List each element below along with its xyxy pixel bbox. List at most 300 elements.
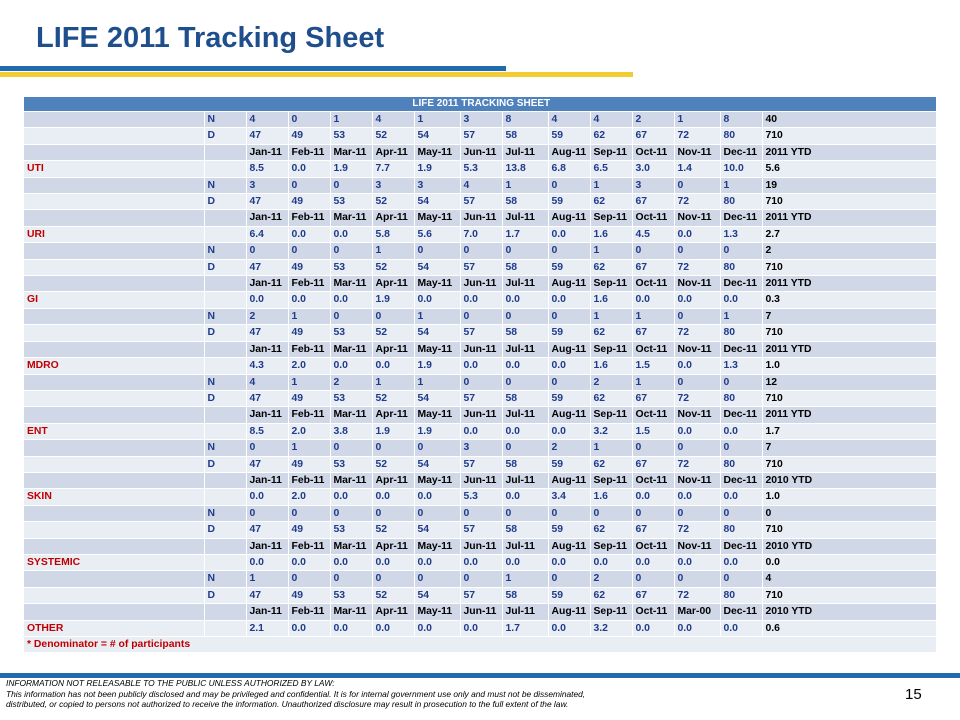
value-cell: 57 [460,325,502,341]
table-row [24,571,936,587]
value-cell: 1 [246,571,288,587]
value-cell: 2 [548,440,590,456]
row-label [24,538,204,554]
row-type [204,538,246,554]
total-cell: 710 [762,587,936,603]
row-label [24,128,204,144]
total-cell: 4 [762,571,936,587]
table-row [24,472,936,488]
value-cell: 52 [372,587,414,603]
value-cell: 0.0 [548,554,590,570]
value-cell: 3 [372,177,414,193]
month-cell: Feb-11 [288,144,330,160]
notice-line-2: This information has not been publicly disclosed and may be privileged and confidential. It is for internal government use only and must not be disseminated, [6,688,586,699]
value-cell: 52 [372,128,414,144]
row-label [24,587,204,603]
value-cell: 2.0 [288,423,330,439]
value-cell: 8 [502,112,548,128]
value-cell: 47 [246,522,288,538]
month-cell: Nov-11 [674,472,720,488]
value-cell: 0.0 [548,358,590,374]
value-cell: 0 [330,505,372,521]
value-cell: 0.0 [548,423,590,439]
row-label [24,308,204,324]
value-cell: 0.0 [372,620,414,636]
row-type [204,604,246,620]
value-cell: 62 [590,194,632,210]
month-cell: May-11 [414,341,460,357]
month-cell: Mar-11 [330,210,372,226]
value-cell: 0 [372,440,414,456]
confidentiality-notice [6,678,806,710]
month-cell: Mar-11 [330,276,372,292]
total-cell: 2011 YTD [762,341,936,357]
value-cell: 47 [246,390,288,406]
value-cell: 3 [460,112,502,128]
table-row [24,128,936,144]
value-cell: 52 [372,194,414,210]
row-type [204,423,246,439]
page-title: LIFE 2011 Tracking Sheet [36,22,385,54]
row-type [204,292,246,308]
value-cell: 0.0 [288,226,330,242]
row-type: D [204,325,246,341]
value-cell: 0 [414,505,460,521]
month-cell: Jun-11 [460,604,502,620]
value-cell: 1 [502,177,548,193]
value-cell: 0.0 [674,423,720,439]
value-cell: 0.0 [414,554,460,570]
month-cell: Jan-11 [246,341,288,357]
value-cell: 52 [372,456,414,472]
month-cell: Jan-11 [246,538,288,554]
value-cell: 58 [502,522,548,538]
row-label [24,177,204,193]
value-cell: 0 [288,177,330,193]
value-cell: 54 [414,325,460,341]
total-cell: 2010 YTD [762,538,936,554]
total-cell: 1.0 [762,358,936,374]
value-cell: 2 [246,308,288,324]
month-cell: May-11 [414,210,460,226]
month-cell: Aug-11 [548,538,590,554]
row-type [204,407,246,423]
value-cell: 0 [288,112,330,128]
value-cell: 1 [632,308,674,324]
month-cell: Jul-11 [502,210,548,226]
value-cell: 0.0 [502,554,548,570]
value-cell: 0.0 [288,620,330,636]
table-row [24,423,936,439]
value-cell: 0 [460,243,502,259]
value-cell: 49 [288,325,330,341]
total-cell: 19 [762,177,936,193]
value-cell: 6.5 [590,161,632,177]
value-cell: 47 [246,128,288,144]
value-cell: 0 [548,308,590,324]
value-cell: 47 [246,259,288,275]
value-cell: 67 [632,325,674,341]
total-cell: 2011 YTD [762,407,936,423]
value-cell: 0.0 [246,292,288,308]
value-cell: 62 [590,522,632,538]
value-cell: 62 [590,259,632,275]
value-cell: 1 [288,374,330,390]
month-cell: Apr-11 [372,210,414,226]
month-cell: Jul-11 [502,604,548,620]
table-row [24,210,936,226]
value-cell: 1.5 [632,423,674,439]
total-cell: 1.7 [762,423,936,439]
value-cell: 0.0 [330,620,372,636]
row-type [204,226,246,242]
month-cell: Sep-11 [590,604,632,620]
value-cell: 0.0 [414,489,460,505]
value-cell: 1.4 [674,161,720,177]
total-cell: 710 [762,390,936,406]
value-cell: 1 [590,243,632,259]
value-cell: 1.3 [720,226,762,242]
value-cell: 0.0 [502,292,548,308]
value-cell: 0.0 [288,161,330,177]
month-cell: Aug-11 [548,144,590,160]
total-cell: 710 [762,259,936,275]
value-cell: 1 [502,571,548,587]
value-cell: 0.0 [330,489,372,505]
value-cell: 59 [548,390,590,406]
row-label [24,243,204,259]
row-label [24,341,204,357]
value-cell: 0 [548,243,590,259]
value-cell: 2 [632,112,674,128]
row-type [204,554,246,570]
row-type: D [204,128,246,144]
value-cell: 0.0 [502,423,548,439]
value-cell: 52 [372,522,414,538]
row-type [204,210,246,226]
row-type [204,489,246,505]
month-cell: Aug-11 [548,276,590,292]
value-cell: 2.1 [246,620,288,636]
value-cell: 59 [548,259,590,275]
row-type [204,276,246,292]
table-row [24,522,936,538]
table-row [24,538,936,554]
value-cell: 80 [720,194,762,210]
value-cell: 2.0 [288,489,330,505]
table-row [24,505,936,521]
month-cell: Feb-11 [288,341,330,357]
month-cell: Dec-11 [720,210,762,226]
value-cell: 47 [246,194,288,210]
value-cell: 0 [372,505,414,521]
value-cell: 57 [460,194,502,210]
value-cell: 53 [330,390,372,406]
row-label [24,144,204,160]
value-cell: 59 [548,194,590,210]
value-cell: 0 [460,571,502,587]
value-cell: 0.0 [372,489,414,505]
month-cell: Oct-11 [632,144,674,160]
value-cell: 0.0 [590,554,632,570]
total-cell: 5.6 [762,161,936,177]
month-cell: Mar-11 [330,144,372,160]
month-cell: May-11 [414,407,460,423]
month-cell: Nov-11 [674,210,720,226]
value-cell: 54 [414,522,460,538]
row-type: N [204,374,246,390]
value-cell: 0 [460,374,502,390]
month-cell: Jul-11 [502,341,548,357]
row-type: D [204,456,246,472]
value-cell: 0 [460,308,502,324]
row-type: D [204,259,246,275]
value-cell: 6.4 [246,226,288,242]
value-cell: 0.0 [674,489,720,505]
row-label: ENT [24,423,204,439]
table-row [24,440,936,456]
value-cell: 0.0 [548,620,590,636]
row-label [24,472,204,488]
value-cell: 0 [330,571,372,587]
table-row [24,112,936,128]
value-cell: 2 [330,374,372,390]
value-cell: 62 [590,128,632,144]
value-cell: 0.0 [720,489,762,505]
value-cell: 57 [460,390,502,406]
row-type [204,472,246,488]
value-cell: 8.5 [246,161,288,177]
value-cell: 0.0 [502,489,548,505]
month-cell: Mar-11 [330,407,372,423]
value-cell: 54 [414,390,460,406]
total-cell: 710 [762,325,936,341]
row-type: D [204,587,246,603]
total-cell: 710 [762,194,936,210]
value-cell: 3 [632,177,674,193]
value-cell: 0.0 [720,620,762,636]
value-cell: 1.7 [502,620,548,636]
value-cell: 49 [288,522,330,538]
value-cell: 1.9 [414,161,460,177]
total-cell: 2 [762,243,936,259]
value-cell: 1 [330,112,372,128]
row-label: URI [24,226,204,242]
row-type: N [204,308,246,324]
month-cell: Aug-11 [548,604,590,620]
month-cell: Apr-11 [372,341,414,357]
value-cell: 0.0 [414,620,460,636]
value-cell: 1 [414,308,460,324]
value-cell: 0 [632,440,674,456]
value-cell: 53 [330,325,372,341]
value-cell: 49 [288,587,330,603]
month-cell: May-11 [414,276,460,292]
value-cell: 72 [674,522,720,538]
row-label: GI [24,292,204,308]
row-type: D [204,390,246,406]
value-cell: 80 [720,390,762,406]
value-cell: 0.0 [632,620,674,636]
total-cell: 7 [762,440,936,456]
value-cell: 0 [414,571,460,587]
table-row [24,177,936,193]
value-cell: 0.0 [288,554,330,570]
month-cell: Sep-11 [590,538,632,554]
total-cell: 2011 YTD [762,210,936,226]
total-cell: 0.3 [762,292,936,308]
value-cell: 72 [674,456,720,472]
value-cell: 1.9 [414,358,460,374]
table-row [24,292,936,308]
value-cell: 0 [460,505,502,521]
value-cell: 1.6 [590,226,632,242]
value-cell: 0 [330,308,372,324]
month-cell: Jul-11 [502,276,548,292]
value-cell: 1.6 [590,489,632,505]
month-cell: Jan-11 [246,210,288,226]
value-cell: 67 [632,456,674,472]
value-cell: 0 [288,243,330,259]
row-label [24,259,204,275]
value-cell: 67 [632,128,674,144]
value-cell: 0.0 [372,358,414,374]
value-cell: 1 [720,177,762,193]
value-cell: 0.0 [460,358,502,374]
month-cell: Apr-11 [372,276,414,292]
value-cell: 4 [372,112,414,128]
value-cell: 4 [548,112,590,128]
total-cell: 2011 YTD [762,276,936,292]
value-cell: 0 [548,177,590,193]
value-cell: 0 [288,505,330,521]
value-cell: 5.6 [414,226,460,242]
value-cell: 5.3 [460,489,502,505]
value-cell: 62 [590,325,632,341]
value-cell: 0 [330,440,372,456]
month-cell: Aug-11 [548,472,590,488]
value-cell: 0.0 [632,292,674,308]
value-cell: 49 [288,259,330,275]
month-cell: Jul-11 [502,538,548,554]
value-cell: 59 [548,325,590,341]
table-row [24,243,936,259]
value-cell: 0.0 [460,554,502,570]
row-type [204,341,246,357]
value-cell: 4.5 [632,226,674,242]
row-label [24,390,204,406]
value-cell: 0.0 [720,423,762,439]
table-row [24,554,936,570]
month-cell: Mar-00 [674,604,720,620]
value-cell: 0.0 [720,292,762,308]
table-row [24,276,936,292]
row-label [24,456,204,472]
table-row [24,325,936,341]
month-cell: Oct-11 [632,604,674,620]
value-cell: 1 [590,308,632,324]
month-cell: Oct-11 [632,210,674,226]
row-type: N [204,112,246,128]
value-cell: 59 [548,587,590,603]
month-cell: Jul-11 [502,472,548,488]
value-cell: 53 [330,456,372,472]
table-header: LIFE 2011 TRACKING SHEET [24,97,936,112]
month-cell: Mar-11 [330,341,372,357]
total-cell: 0.0 [762,554,936,570]
value-cell: 58 [502,325,548,341]
value-cell: 13.8 [502,161,548,177]
value-cell: 0 [372,571,414,587]
value-cell: 3 [246,177,288,193]
value-cell: 49 [288,390,330,406]
value-cell: 80 [720,522,762,538]
month-cell: Dec-11 [720,276,762,292]
month-cell: Apr-11 [372,538,414,554]
month-cell: Sep-11 [590,407,632,423]
month-cell: Jun-11 [460,144,502,160]
month-cell: Jun-11 [460,472,502,488]
value-cell: 53 [330,194,372,210]
value-cell: 0 [502,440,548,456]
value-cell: 1.6 [590,292,632,308]
row-label [24,407,204,423]
month-cell: Nov-11 [674,276,720,292]
value-cell: 0.0 [246,489,288,505]
value-cell: 54 [414,587,460,603]
value-cell: 0 [372,308,414,324]
month-cell: Feb-11 [288,472,330,488]
value-cell: 0.0 [632,489,674,505]
month-cell: Jun-11 [460,341,502,357]
month-cell: Dec-11 [720,604,762,620]
value-cell: 0 [502,374,548,390]
value-cell: 6.8 [548,161,590,177]
tracking-table [24,97,937,653]
row-type: N [204,243,246,259]
row-label: UTI [24,161,204,177]
value-cell: 1 [632,374,674,390]
value-cell: 80 [720,128,762,144]
value-cell: 1 [720,308,762,324]
value-cell: 1.9 [414,423,460,439]
value-cell: 52 [372,325,414,341]
value-cell: 1 [414,374,460,390]
total-cell: 2010 YTD [762,472,936,488]
value-cell: 0 [720,243,762,259]
value-cell: 0 [246,440,288,456]
value-cell: 62 [590,390,632,406]
value-cell: 0 [590,505,632,521]
month-cell: Sep-11 [590,276,632,292]
month-cell: Apr-11 [372,407,414,423]
value-cell: 1.9 [372,423,414,439]
table-row [24,161,936,177]
month-cell: Dec-11 [720,407,762,423]
month-cell: Apr-11 [372,604,414,620]
value-cell: 80 [720,259,762,275]
value-cell: 0 [632,505,674,521]
page-number: 15 [905,686,922,703]
value-cell: 0 [330,243,372,259]
value-cell: 5.3 [460,161,502,177]
value-cell: 0 [720,571,762,587]
row-label [24,522,204,538]
value-cell: 1 [288,308,330,324]
value-cell: 0.0 [548,226,590,242]
value-cell: 4 [246,112,288,128]
value-cell: 4 [590,112,632,128]
